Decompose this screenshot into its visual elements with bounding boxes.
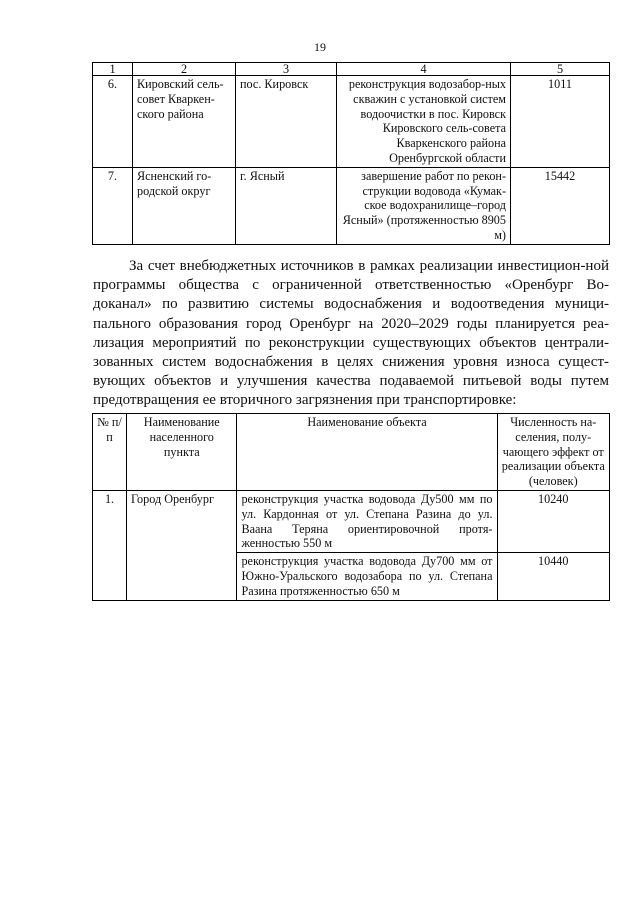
header-locality: Наименование населенного пункта: [127, 414, 237, 491]
table-row: [93, 76, 610, 168]
municipal-entity: Кировский сель-совет Кваркен-ского района: [133, 76, 236, 168]
column-number: 4: [337, 63, 511, 76]
row-number: 6.: [93, 76, 133, 168]
row-number: 1.: [93, 490, 127, 600]
table-row: [93, 167, 610, 244]
object-description: реконструкция водозабор-ных скважин с установкой систем водоочистки в пос. Кировск Кировского сель-совета Кваркенского района Оренбургской области: [337, 76, 511, 168]
orenburg-projects-table: [92, 413, 610, 601]
locality: Город Оренбург: [127, 490, 237, 600]
column-number: 3: [236, 63, 337, 76]
column-number: 1: [93, 63, 133, 76]
header-object: Наименование объекта: [237, 414, 497, 491]
body-paragraph: За счет внебюджетных источников в рамках реализации инвестицион-ной программы общества с ограниченной ответственностью «Оренбург Во-доканал» по развитию системы водоснабжения и водоотведения муници-пального образования город Оренбург на 2020–2029 годы планируется реа-лизация мероприятий по реконструкции существующих объектов централи-зованных систем водоснабжения в целях снижения уровня износа сущест-вующих объектов и улучшения качества подаваемой питьевой воды путем предотвращения ее вторичного загрязнения при транспортировке:: [93, 258, 609, 409]
column-number: 2: [133, 63, 236, 76]
header-population: Численность на-селения, полу-чающего эффект от реализации объекта (человек): [497, 414, 610, 491]
row-number: 7.: [93, 167, 133, 244]
population-value: 10440: [497, 553, 610, 600]
projects-table-continued: [92, 62, 610, 245]
locality: г. Ясный: [236, 167, 337, 244]
municipal-entity: Ясненский го-родской округ: [133, 167, 236, 244]
object-description: реконструкция участка водовода Ду700 мм от Южно-Уральского водозабора по ул. Степана Разина протяженностью 650 м: [237, 553, 497, 600]
table-row: [93, 490, 610, 552]
table-header-row: [93, 414, 610, 491]
object-description: завершение работ по рекон-струкции водовода «Кумак-ское водохранилище–город Ясный» (протяженностью 8905 м): [337, 167, 511, 244]
page-number: 19: [314, 40, 326, 54]
column-number-row: [93, 63, 610, 76]
object-description: реконструкция участка водовода Ду500 мм по ул. Кардонная от ул. Степана Разина до ул. Ваана Теряна ориентировочной протя-женностью 550 м: [237, 490, 497, 552]
column-number: 5: [511, 63, 610, 76]
population-value: 15442: [511, 167, 610, 244]
header-number: № п/п: [93, 414, 127, 491]
locality: пос. Кировск: [236, 76, 337, 168]
population-value: 10240: [497, 490, 610, 552]
population-value: 1011: [511, 76, 610, 168]
